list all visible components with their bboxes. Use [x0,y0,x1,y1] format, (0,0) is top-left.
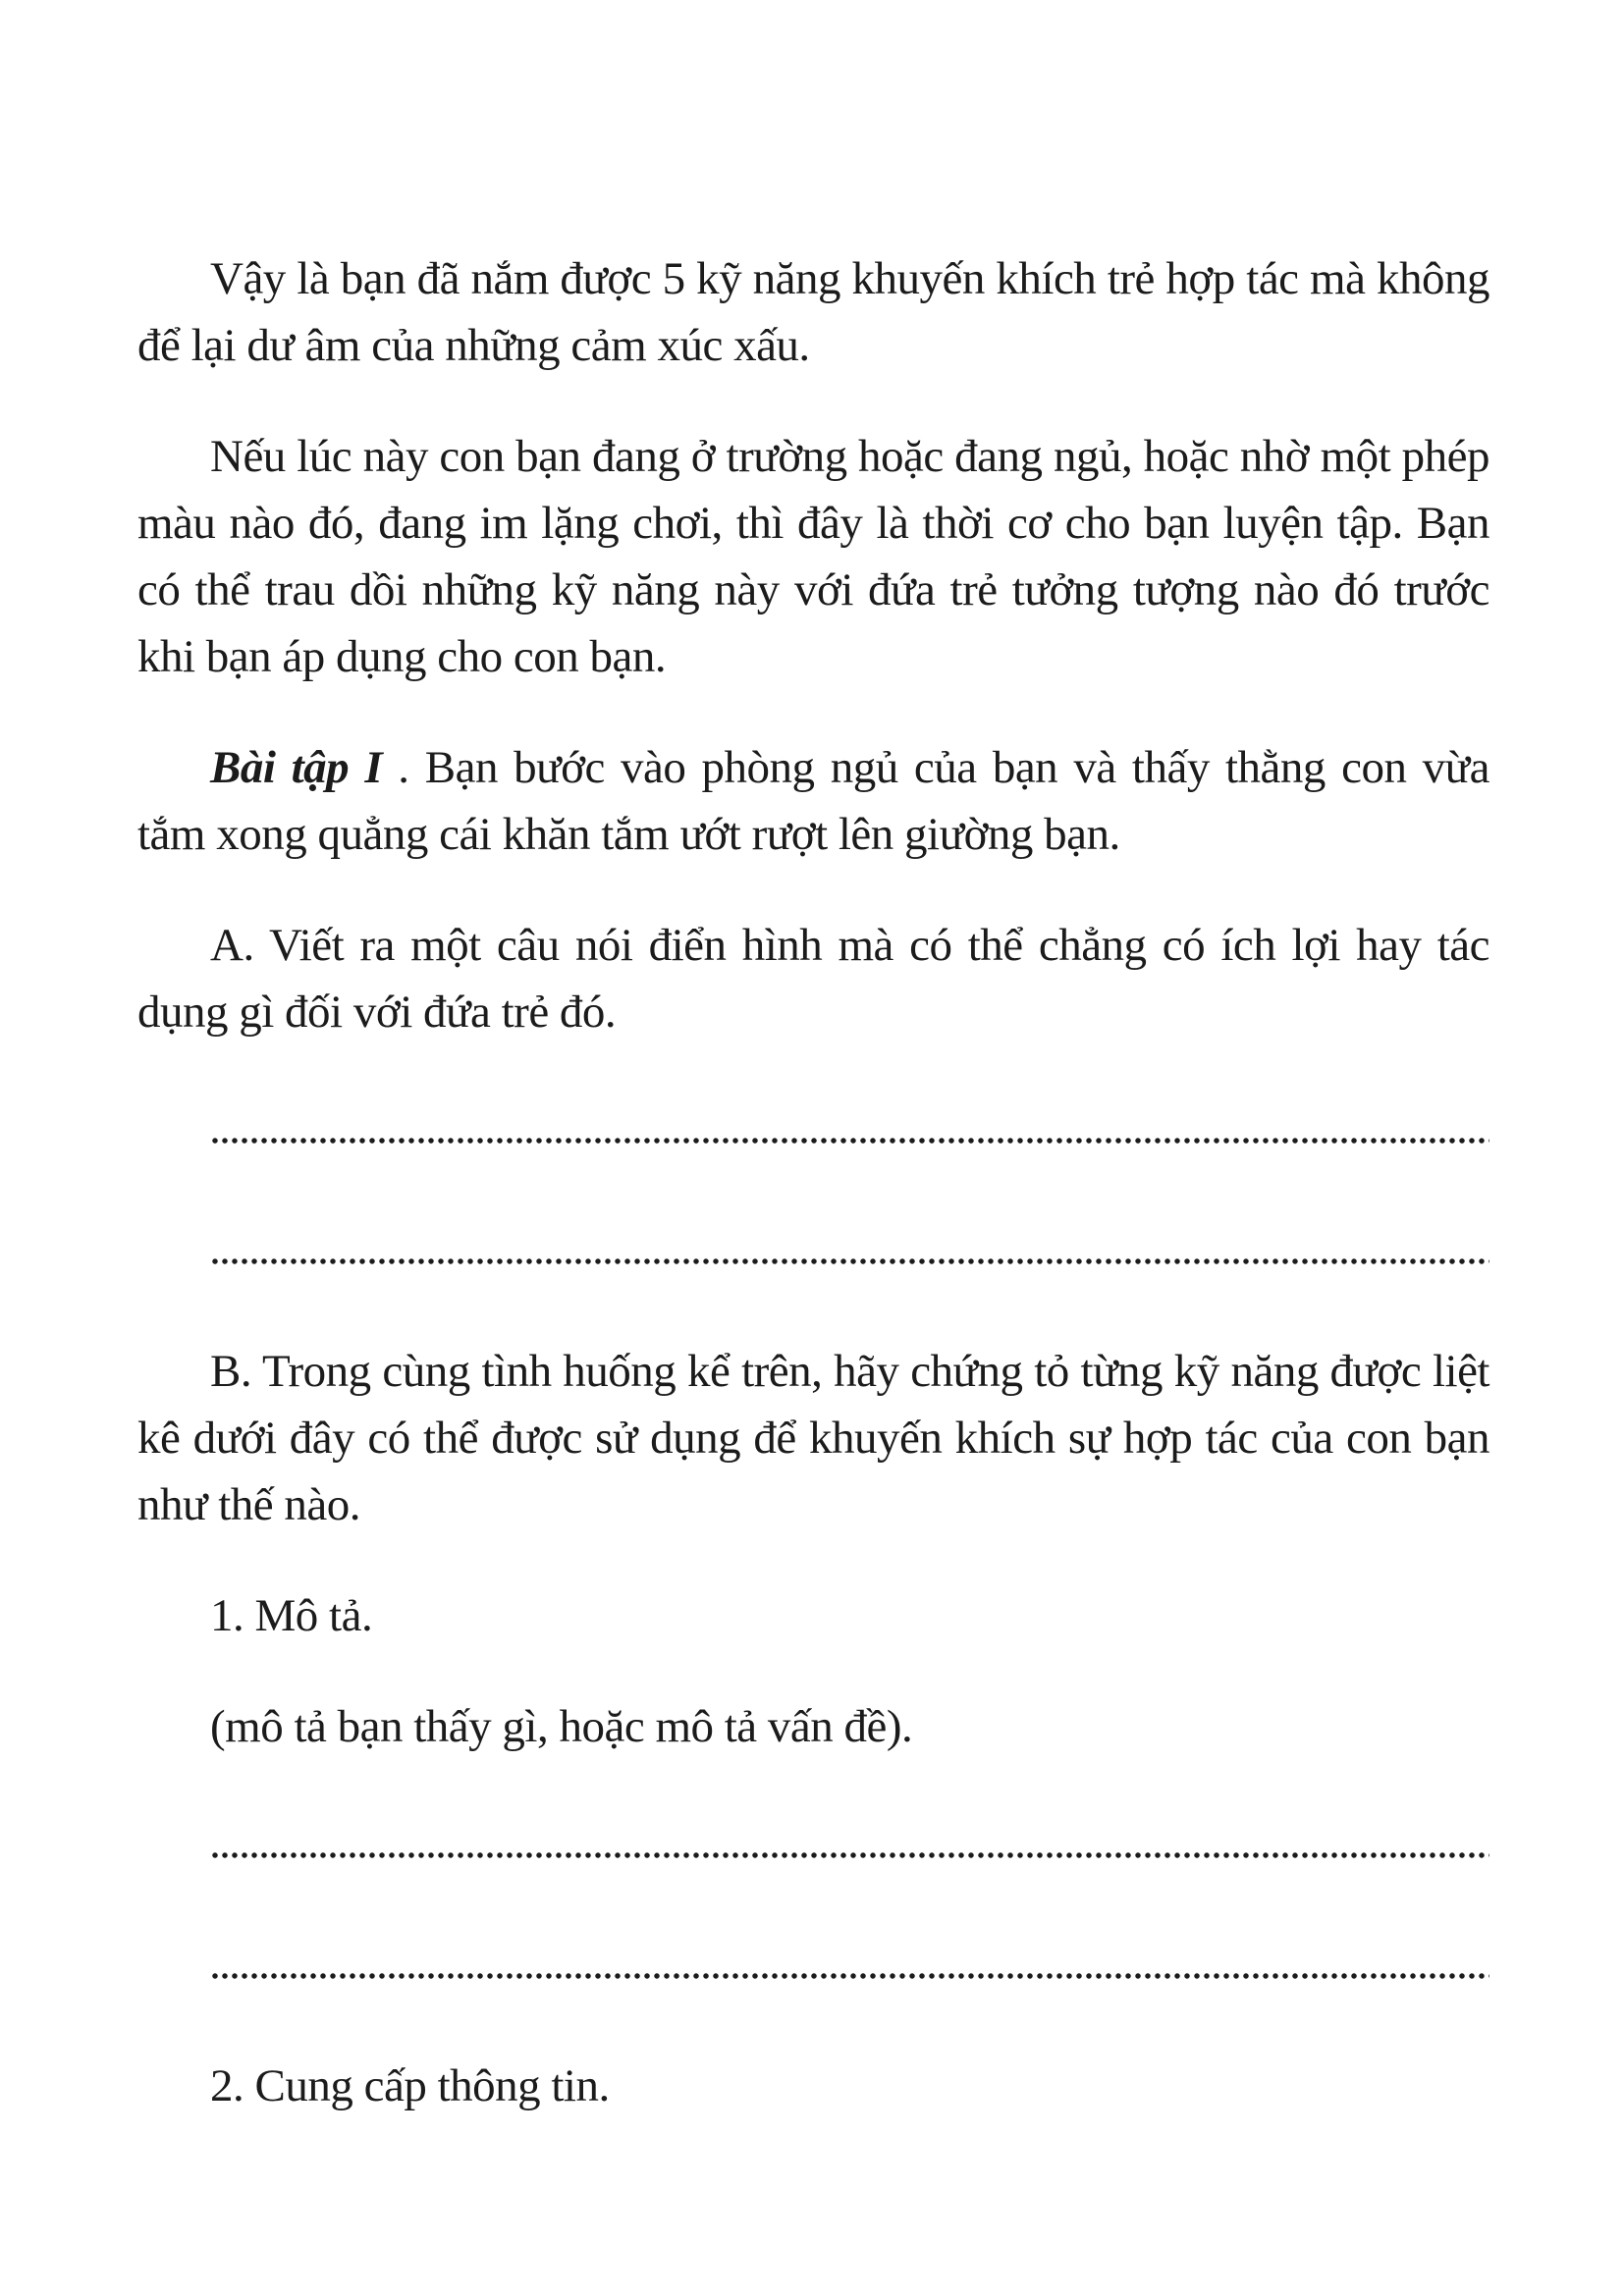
question-a: A. Viết ra một câu nói điển hình mà có thể chẳng có ích lợi hay tác dụng gì đối với đứa trẻ đó. [137,920,1489,1038]
answer-dotted-line [210,1935,1489,2002]
paragraph-intro: Vậy là bạn đã nắm được 5 kỹ năng khuyến khích trẻ hợp tác mà không để lại dư âm của những cảm xúc xấu. [137,253,1489,371]
exercise-text: . Bạn bước vào phòng ngủ của bạn và thấy thằng con vừa tắm xong quẳng cái khăn tắm ướt rượt lên giường bạn. [137,742,1489,860]
exercise-label: Bài tập I [210,742,383,793]
paragraph-exercise [137,734,1489,868]
skill-item-1: 1. Mô tả. [210,1590,373,1641]
answer-dotted-line [210,1814,1489,1881]
skill-item-2: 2. Cung cấp thông tin. [210,2060,610,2111]
skill-item-1-hint: (mô tả bạn thấy gì, hoặc mô tả vấn đề). [210,1701,913,1752]
paragraph-practice: Nếu lúc này con bạn đang ở trường hoặc đang ngủ, hoặc nhờ một phép màu nào đó, đang im lặng chơi, thì đây là thời cơ cho bạn luyện tập. Bạn có thể trau dồi những kỹ năng này với đứa trẻ tưởng tượng nào đó trước khi bạn áp dụng cho con bạn. [137,431,1489,682]
answer-dotted-line [210,1099,1489,1166]
answer-dotted-line [210,1220,1489,1287]
question-b: B. Trong cùng tình huống kể trên, hãy chứng tỏ từng kỹ năng được liệt kê dưới đây có thể được sử dụng để khuyến khích sự hợp tác của con bạn như thế nào. [137,1346,1489,1530]
